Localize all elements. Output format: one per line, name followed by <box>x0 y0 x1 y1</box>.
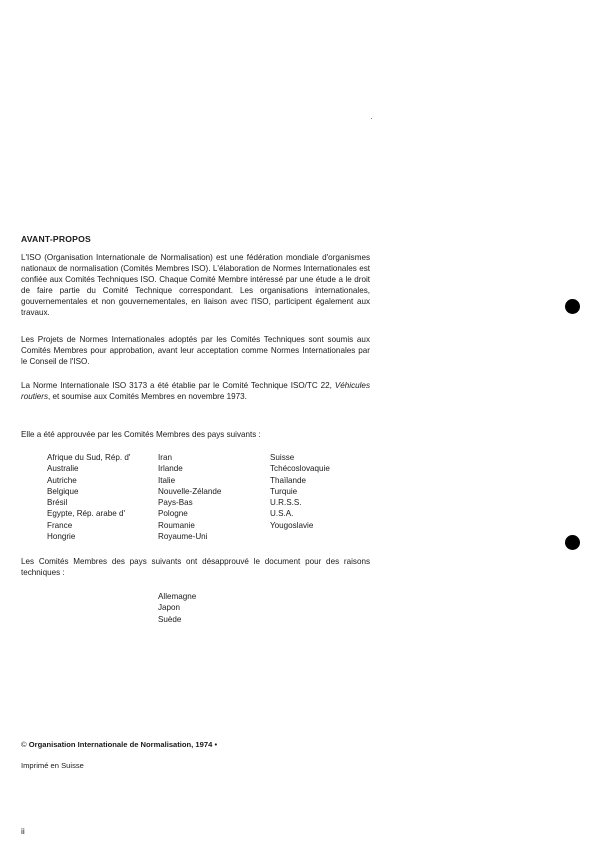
country-item: France <box>47 520 73 530</box>
country-item: Yougoslavie <box>270 520 314 530</box>
copyright-line <box>21 740 217 749</box>
paragraph-draft-standards: Les Projets de Normes Internationales adoptés par les Comités Techniques sont soumis aux Comités Membres pour approbation, avant leur acceptation comme Normes Internationales par le Conseil de l'ISO. <box>21 335 370 367</box>
country-item: Tchécoslovaquie <box>270 464 330 474</box>
bullet-icon: • <box>214 740 218 749</box>
country-item: Iran <box>158 453 172 462</box>
disapproving-countries <box>158 591 196 625</box>
country-item: Irlande <box>158 464 183 474</box>
paragraph-iso-3173-part2: , et soumise aux Comités Membres en novembre 1973. <box>48 392 247 402</box>
paragraph-iso-3173-part1: La Norme Internationale ISO 3173 a été établie par le Comité Technique ISO/TC 22, <box>21 381 335 390</box>
approving-countries-col2 <box>158 452 221 542</box>
country-item: Royaume-Uni <box>158 532 208 542</box>
country-item: U.R.S.S. <box>270 498 302 508</box>
country-item: Japon <box>158 603 181 613</box>
section-heading: AVANT-PROPOS <box>21 234 91 244</box>
binding-hole-dot <box>565 535 580 550</box>
copyright-organisation: Organisation Internationale de Normalisation, 1974 <box>28 740 213 749</box>
country-item: Roumanie <box>158 520 195 530</box>
country-item: U.S.A. <box>270 509 294 519</box>
paragraph-iso-3173-italic: Véhicules routiers <box>21 381 370 402</box>
country-item: Australie <box>47 464 79 474</box>
country-item: Nouvelle-Zélande <box>158 486 222 496</box>
country-item: Suède <box>158 614 182 624</box>
country-item: Afrique du Sud, Rép. d' <box>47 453 131 462</box>
country-item: Pays-Bas <box>158 498 193 508</box>
country-item: Suisse <box>270 453 295 462</box>
country-item: Thaïlande <box>270 475 306 485</box>
country-item: Hongrie <box>47 532 76 542</box>
printed-in: Imprimé en Suisse <box>21 761 84 770</box>
binding-hole-dot <box>565 299 580 314</box>
paragraph-disapproval-intro: Les Comités Membres des pays suivants ont désapprouvé le document pour des raisons techniques : <box>21 557 370 578</box>
paragraph-approval-intro: Elle a été approuvée par les Comités Membres des pays suivants : <box>21 430 261 439</box>
country-item: Autriche <box>47 475 77 485</box>
page-number: ii <box>21 826 25 836</box>
country-item: Pologne <box>158 509 188 519</box>
approving-countries-col1 <box>47 452 130 542</box>
country-item: Belgique <box>47 486 79 496</box>
country-item: Egypte, Rép. arabe d' <box>47 509 126 519</box>
copyright-icon: © <box>21 740 27 749</box>
paragraph-iso-3173 <box>21 380 370 402</box>
scan-speck <box>371 118 372 119</box>
approving-countries-col3 <box>270 452 330 531</box>
paragraph-iso-intro: L'ISO (Organisation Internationale de Normalisation) est une fédération mondiale d'organismes nationaux de normalisation (Comités Membres ISO). L'élaboration de Normes Internationales est confiée aux Comités Techniques ISO. Chaque Comité Membre intéressé par une étude a le droit de faire partie du Comité Technique correspondant. Les organisations internationales, gouvernementales et non gouvernementales, en liaison avec l'ISO, participent également aux travaux. <box>21 253 370 318</box>
country-item: Turquie <box>270 486 298 496</box>
country-item: Brésil <box>47 498 68 508</box>
country-item: Italie <box>158 475 176 485</box>
country-item: Allemagne <box>158 592 197 601</box>
